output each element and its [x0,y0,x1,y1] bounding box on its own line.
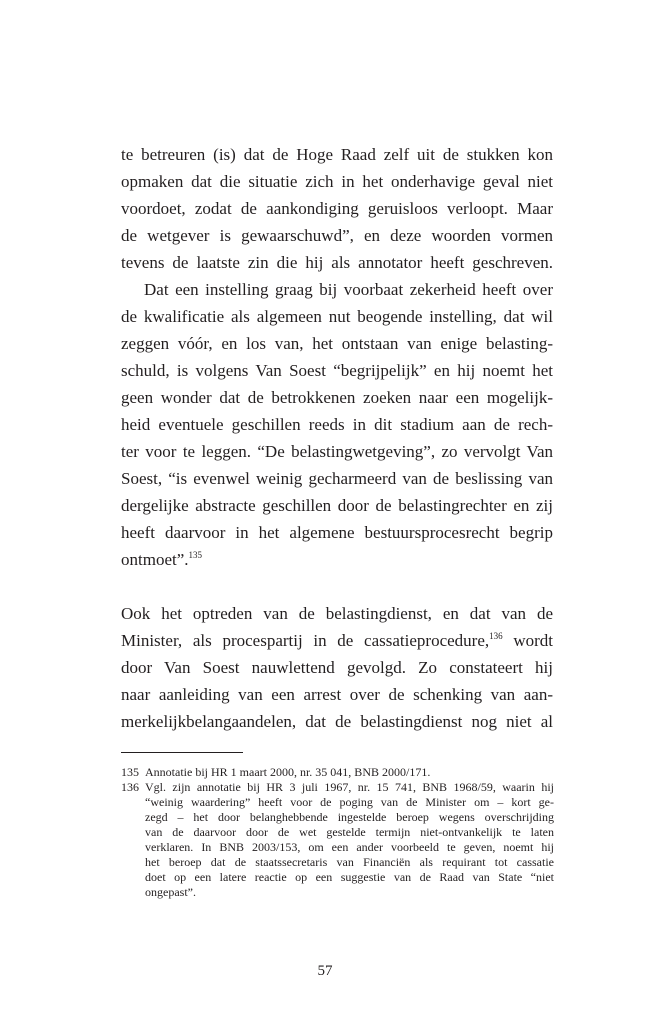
body-line [121,548,553,572]
footnote-line: het beroep dat de staatssecretaris van Financiën als requirant tot cassatie [145,855,554,869]
footnote-number: 135 [121,765,139,779]
page-number: 57 [317,963,333,979]
footnote-line: “weinig waardering” heeft voor de poging van de Minister om – kort ge- [145,795,554,809]
body-line: heeft daarvoor in het algemene bestuursprocesrecht begrip [121,523,553,542]
body-line: de wetgever is gewaarschuwd”, en deze woorden vormen [121,226,553,245]
body-line: de kwalificatie als algemeen nut beogende instelling, dat wil [121,307,553,326]
body-line: zeggen vóór, en los van, het ontstaan van enige belasting- [121,334,553,353]
body-line: merkelijkbelangaandelen, dat de belastingdienst nog niet al [121,712,553,731]
body-line: te betreuren (is) dat de Hoge Raad zelf uit de stukken kon [121,145,553,164]
body-line: tevens de laatste zin die hij als annotator heeft geschreven. [121,253,553,272]
body-text: ontmoet”. [121,550,189,569]
body-text: Minister, als procespartij in de cassatieprocedure, [121,631,490,650]
footnote-line: Vgl. zijn annotatie bij HR 3 juli 1967, nr. 15 741, BNB 1968/59, waarin hij [145,780,554,794]
body-text: wordt [502,631,553,650]
body-line: naar aanleiding van een arrest over de schenking van aan- [121,685,553,704]
footnote-line: van de daarvoor door de wet gestelde termijn niet-ontvankelijk te laten [145,825,554,839]
body-line: dergelijke abstracte geschillen door de belastingrechter en zij [121,496,553,515]
body-line: schuld, is volgens Van Soest “begrijpelijk” en hij noemt het [121,361,553,380]
footnote-separator [121,752,243,753]
body-line: geen wonder dat de betrokkenen zoeken naar een mogelijk- [121,388,553,407]
body-line: Ook het optreden van de belastingdienst, en dat van de [121,604,553,623]
footnote-ref-136[interactable]: 136 [489,631,503,641]
body-line: door Van Soest nauwlettend gevolgd. Zo constateert hij [121,658,553,677]
footnote-line: doet op een latere reactie op een suggestie van de Raad van State “niet [145,870,554,884]
body-line: voordoet, zodat de aankondiging geruisloos verloopt. Maar [121,199,553,218]
footnote-line: zegd – het door belanghebbende ingestelde beroep wegens overschrijding [145,810,554,824]
body-line: Soest, “is evenwel weinig gecharmeerd van de beslissing van [121,469,553,488]
body-line [121,629,553,653]
body-line: heid eventuele geschillen reeds in dit stadium aan de rech- [121,415,553,434]
footnote-line: ongepast”. [145,885,196,899]
footnote-number: 136 [121,780,139,794]
body-line: ter voor te leggen. “De belastingwetgeving”, zo vervolgt Van [121,442,553,461]
footnote-line: verklaren. In BNB 2003/153, om een ander voorbeeld te geven, noemt hij [145,840,554,854]
body-line: Dat een instelling graag bij voorbaat zekerheid heeft over [144,280,553,299]
body-line: opmaken dat die situatie zich in het onderhavige geval niet [121,172,553,191]
footnote-line: Annotatie bij HR 1 maart 2000, nr. 35 041, BNB 2000/171. [145,765,431,779]
footnote-ref-135[interactable]: 135 [188,550,203,560]
